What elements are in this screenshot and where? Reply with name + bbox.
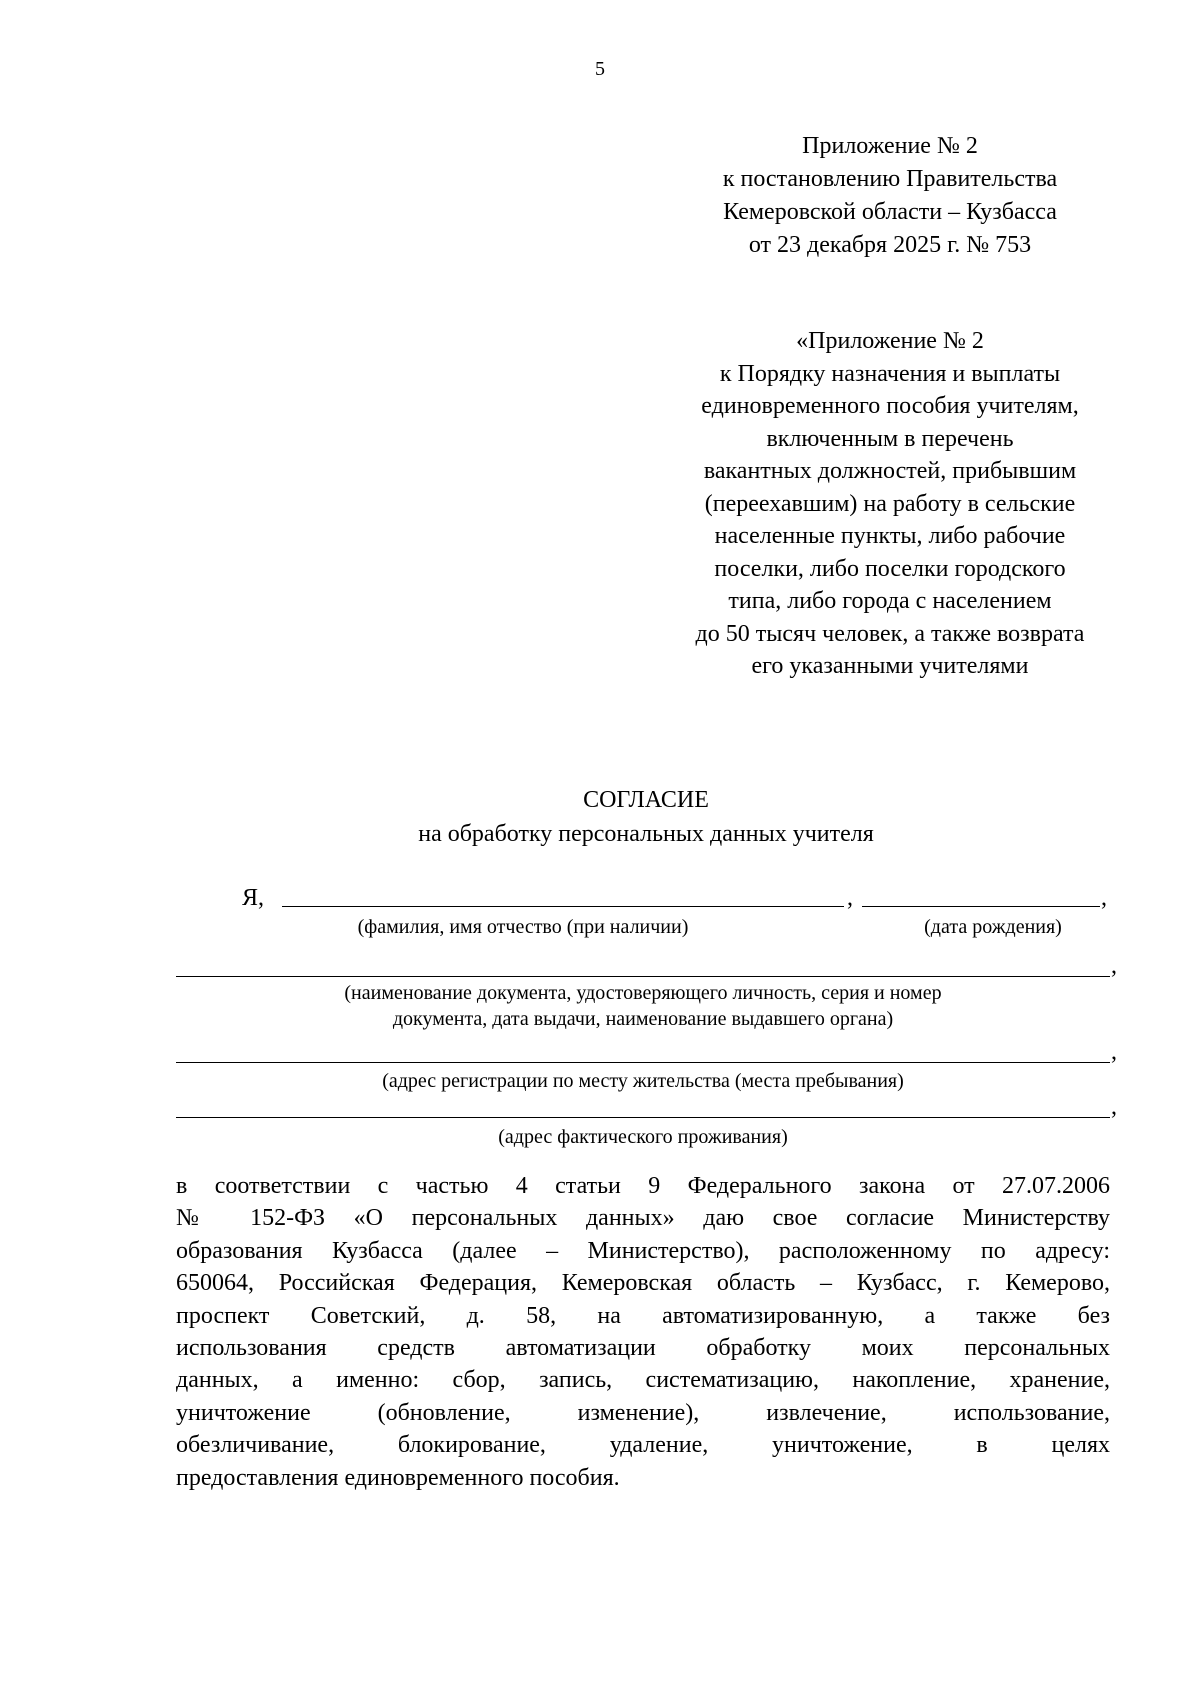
procedure-reference-line: вакантных должностей, прибывшим (703, 458, 1077, 484)
form-comma: , (1101, 885, 1107, 911)
consent-text-line: предоставления единовременного пособия. (176, 1464, 620, 1491)
procedure-reference-line: включенным в перечень (766, 425, 1014, 452)
identity-document-caption: документа, дата выдачи, наименование выдавшего органа) (392, 1008, 894, 1030)
procedure-reference-line: единовременного пособия учителям, (701, 393, 1079, 419)
actual-address-caption: (адрес фактического проживания) (498, 1126, 788, 1148)
procedure-reference-line: типа, либо города с населением (728, 588, 1052, 614)
procedure-reference-line: «Приложение № 2 (796, 328, 984, 354)
full-name-field[interactable] (282, 906, 844, 907)
procedure-reference-line: (переехавшим) на работу в сельские (704, 490, 1076, 517)
identity-document-field[interactable] (176, 976, 1110, 977)
consent-text-line: уничтожение (обновление, изменение), извлечение, использование, (176, 1399, 1110, 1426)
form-comma: , (1111, 1094, 1117, 1120)
consent-text-line: в соответствии с частью 4 статьи 9 Федерального закона от 27.07.2006 (176, 1173, 1110, 1199)
birth-date-caption: (дата рождения) (924, 916, 1062, 938)
consent-text-line: № 152-ФЗ «О персональных данных» даю свое согласие Министерству (176, 1205, 1110, 1232)
form-comma: , (1111, 953, 1117, 979)
appendix-header-line: Приложение № 2 (802, 133, 978, 159)
procedure-reference-line: населенные пункты, либо рабочие (714, 523, 1066, 549)
procedure-reference (620, 325, 1160, 683)
consent-text-line: обезличивание, блокирование, удаление, уничтожение, в целях (176, 1432, 1110, 1459)
consent-text (176, 1170, 1110, 1494)
registration-address-field[interactable] (176, 1062, 1110, 1063)
appendix-header (620, 130, 1160, 262)
appendix-header-line: к постановлению Правительства (722, 166, 1058, 192)
procedure-reference-line: его указанными учителями (751, 653, 1029, 679)
registration-address-caption: (адрес регистрации по месту жительства (места пребывания) (382, 1070, 904, 1092)
actual-address-field[interactable] (176, 1117, 1110, 1118)
identity-document-caption: (наименование документа, удостоверяющего личность, серия и номер (344, 982, 942, 1004)
consent-text-line: проспект Советский, д. 58, на автоматизированную, а также без (176, 1302, 1110, 1329)
appendix-header-line: Кемеровской области – Кузбасса (723, 199, 1057, 225)
full-name-caption: (фамилия, имя отчество (при наличии) (357, 916, 689, 938)
procedure-reference-line: до 50 тысяч человек, а также возврата (695, 620, 1085, 647)
title-sub: на обработку персональных данных учителя (418, 821, 874, 847)
document-title (0, 783, 1200, 851)
consent-text-line: образования Кузбасса (далее – Министерство), расположенному по адресу: (176, 1237, 1110, 1264)
form-prefix: Я, (242, 885, 265, 911)
consent-text-line: использования средств автоматизации обработку моих персональных (176, 1335, 1110, 1362)
form-comma: , (847, 885, 853, 911)
birth-date-field[interactable] (862, 906, 1100, 907)
consent-text-line: 650064, Российская Федерация, Кемеровская область – Кузбасс, г. Кемерово, (176, 1270, 1110, 1297)
procedure-reference-line: поселки, либо поселки городского (714, 555, 1066, 582)
appendix-header-line: от 23 декабря 2025 г. № 753 (748, 232, 1032, 258)
title-main: СОГЛАСИЕ (583, 787, 709, 813)
page-number: 5 (595, 58, 605, 80)
consent-text-line: данных, а именно: сбор, запись, систематизацию, накопление, хранение, (176, 1367, 1110, 1394)
procedure-reference-line: к Порядку назначения и выплаты (719, 360, 1061, 387)
form-comma: , (1111, 1039, 1117, 1065)
